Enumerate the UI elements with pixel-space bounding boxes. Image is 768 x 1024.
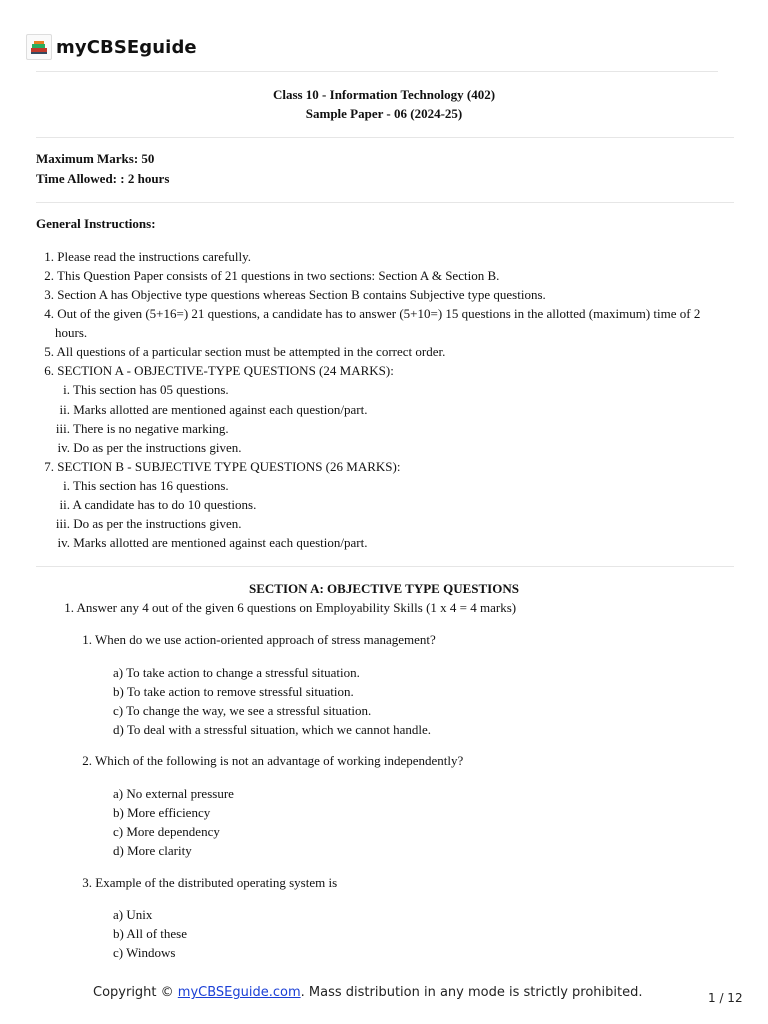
book-stack-icon <box>26 34 52 60</box>
site-header <box>26 32 197 62</box>
sub-question: 1. When do we use action-oriented approach of stress management? <box>82 632 436 647</box>
sub-list-item: iii. Do as per the instructions given. <box>55 516 242 531</box>
option: a) Unix <box>113 907 153 922</box>
sub-list-item: iv. Marks allotted are mentioned against each question/part. <box>57 535 368 550</box>
instructions-heading: General Instructions: <box>36 216 156 231</box>
header-divider <box>36 71 718 72</box>
option: c) To change the way, we see a stressful situation. <box>113 703 372 718</box>
question: 1. Answer any 4 out of the given 6 questions on Employability Skills (1 x 4 = 4 marks) <box>64 600 517 615</box>
list-item: 1. Please read the instructions carefully. <box>44 249 251 264</box>
option: d) To deal with a stressful situation, which we cannot handle. <box>113 722 431 737</box>
divider <box>36 566 734 567</box>
sub-list-item: ii. A candidate has to do 10 questions. <box>59 497 257 512</box>
sub-question: 3. Example of the distributed operating system is <box>82 875 338 890</box>
option: b) All of these <box>113 926 188 941</box>
divider <box>36 137 734 138</box>
option: c) More dependency <box>113 824 220 839</box>
list-item: 4. Out of the given (5+16=) 21 questions, a candidate has to answer (5+10=) 15 questions in the allotted (maximum) time of 2 <box>44 306 701 321</box>
page-number: 1 / 12 <box>708 991 743 1005</box>
option: a) No external pressure <box>113 786 234 801</box>
paper-subtitle: Sample Paper - 06 (2024-25) <box>305 106 463 121</box>
sub-list-item: ii. Marks allotted are mentioned against each question/part. <box>59 402 368 417</box>
section-title: SECTION A: OBJECTIVE TYPE QUESTIONS <box>249 581 519 596</box>
list-item: 5. All questions of a particular section must be attempted in the correct order. <box>44 344 446 359</box>
sub-list-item: iv. Do as per the instructions given. <box>57 440 242 455</box>
option: b) More efficiency <box>113 805 211 820</box>
list-item: 2. This Question Paper consists of 21 questions in two sections: Section A & Section B. <box>44 268 500 283</box>
list-item-continuation: hours. <box>55 325 88 340</box>
list-item: 7. SECTION B - SUBJECTIVE TYPE QUESTIONS (26 MARKS): <box>44 459 401 474</box>
option: a) To take action to change a stressful situation. <box>113 665 360 680</box>
time-allowed: Time Allowed: : 2 hours <box>36 171 170 186</box>
divider <box>36 202 734 203</box>
sub-list-item: i. This section has 05 questions. <box>63 382 229 397</box>
paper-title: Class 10 - Information Technology (402) <box>272 87 496 102</box>
list-item: 3. Section A has Objective type questions whereas Section B contains Subjective type questions. <box>44 287 546 302</box>
sub-list-item: iii. There is no negative marking. <box>55 421 229 436</box>
maximum-marks: Maximum Marks: 50 <box>36 151 155 166</box>
option: c) Windows <box>113 945 176 960</box>
list-item: 6. SECTION A - OBJECTIVE-TYPE QUESTIONS (24 MARKS): <box>44 363 394 378</box>
option: d) More clarity <box>113 843 192 858</box>
sub-question: 2. Which of the following is not an advantage of working independently? <box>82 753 464 768</box>
option: b) To take action to remove stressful situation. <box>113 684 354 699</box>
brand-name: myCBSEguide <box>56 36 197 58</box>
site-link[interactable]: myCBSEguide.com <box>177 985 301 1000</box>
sub-list-item: i. This section has 16 questions. <box>63 478 229 493</box>
footer-copyright: Copyright © myCBSEguide.com. Mass distribution in any mode is strictly prohibited. <box>93 985 643 1000</box>
